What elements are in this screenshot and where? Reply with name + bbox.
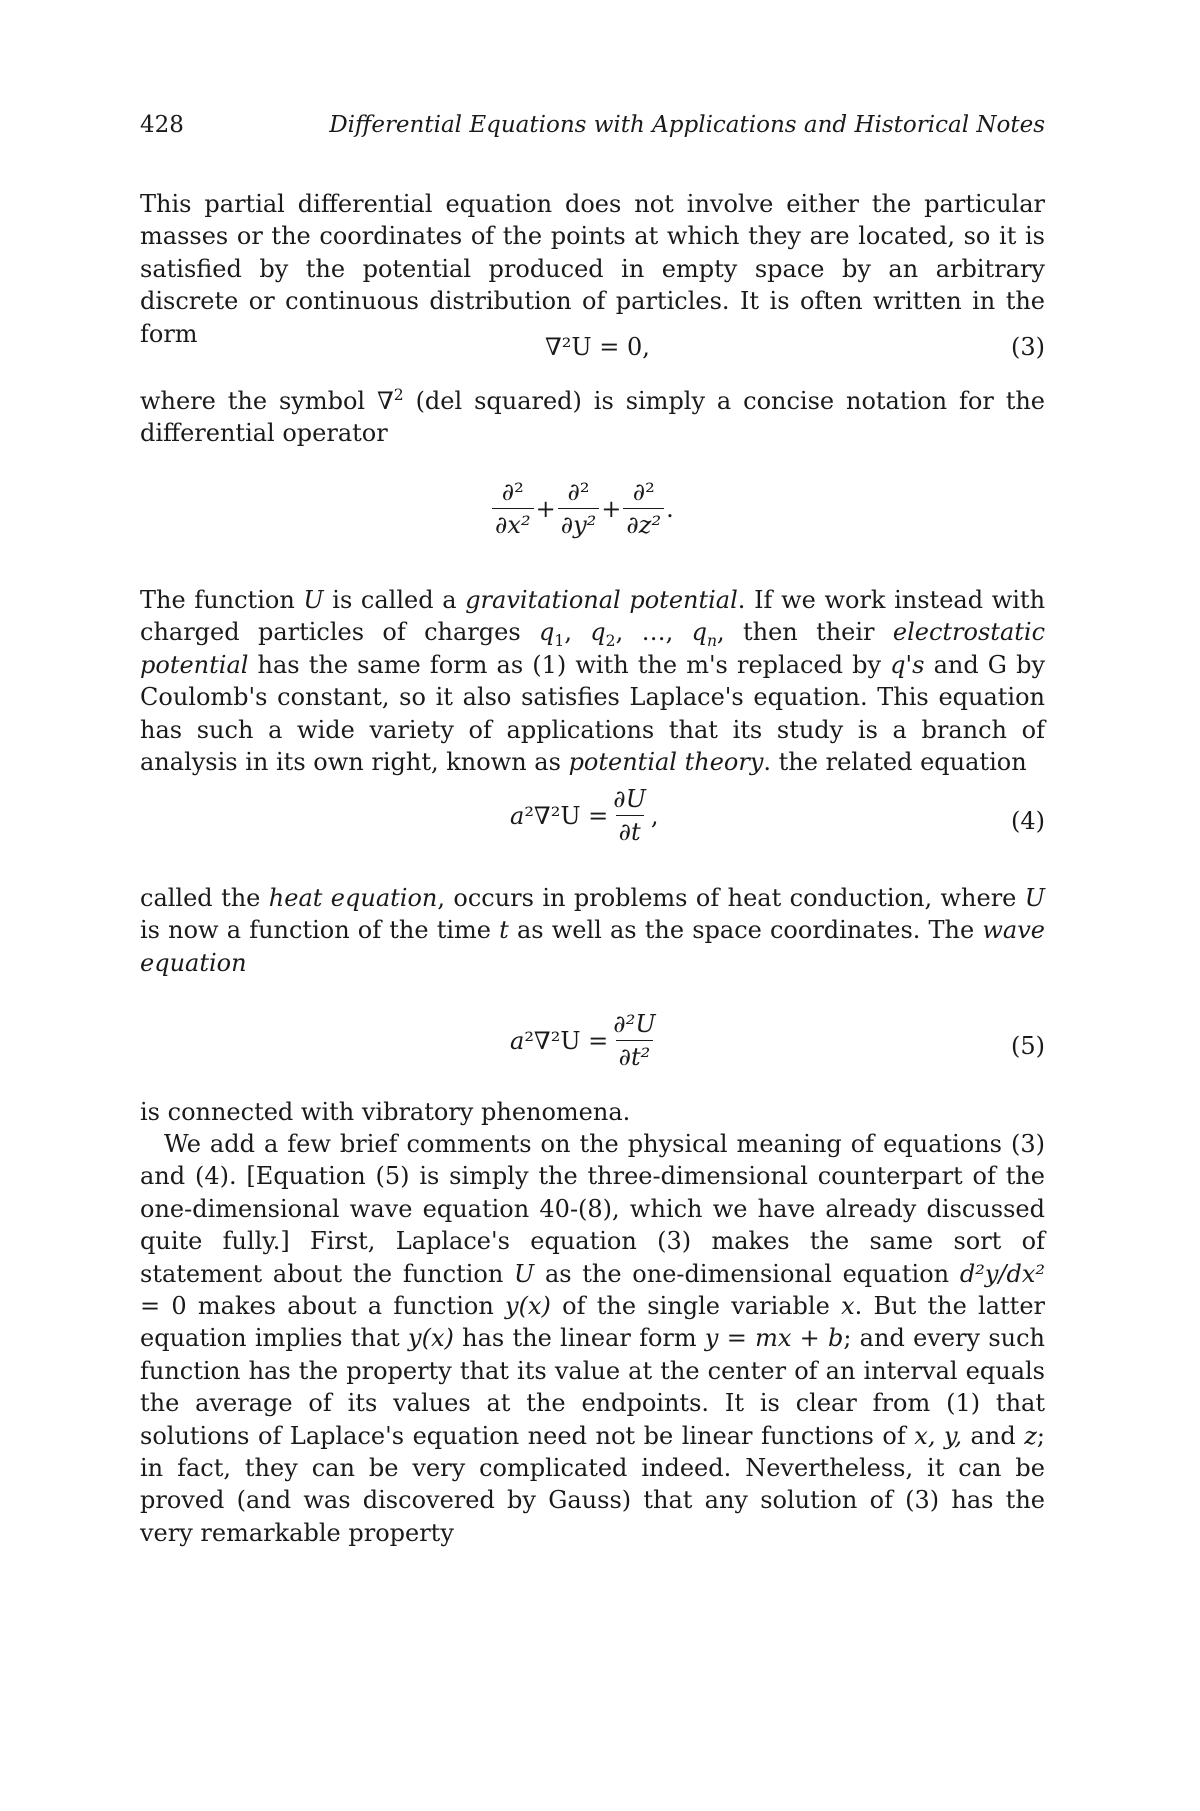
page <box>140 0 1045 1811</box>
term-gravitational-potential: gravitational potential <box>465 586 738 614</box>
equation-4-lhs: ²∇²U = <box>524 801 609 830</box>
equation-5-coefficient: a <box>510 1026 525 1055</box>
operator-numerator-x: ∂² <box>501 478 524 506</box>
running-header <box>140 112 1045 146</box>
paragraph-2 <box>140 385 1045 450</box>
page-number: 428 <box>140 112 184 138</box>
operator-denominator-y: ∂y² <box>558 508 600 539</box>
paragraph-1: This partial differential equation does not involve either the particular masses or the coordinates of the points at which they are located, so it is satisfied by the potential produced in empty space by an arbitrary discrete or continuous distribution of particles. It is often written in the form <box>140 190 1045 348</box>
operator-denominator-x: ∂x² <box>492 508 534 539</box>
equation-4-denominator: ∂t <box>616 815 644 846</box>
paragraph-2-text-a: where the symbol ∇ <box>140 387 394 415</box>
del-superscript: 2 <box>393 386 404 404</box>
equation-4-numerator: ∂U <box>613 785 646 813</box>
equation-3 <box>140 333 1045 367</box>
equation-4-coefficient: a <box>510 801 525 830</box>
equation-5-denominator: ∂t² <box>616 1040 654 1071</box>
operator-term-z <box>623 478 664 539</box>
equation-4-label: (4) <box>1011 807 1045 835</box>
equation-4 <box>140 785 1045 865</box>
equation-4-comma: , <box>650 801 659 830</box>
operator-period: . <box>666 494 674 523</box>
operator-denominator-z: ∂z² <box>623 508 664 539</box>
equation-5-numerator: ∂²U <box>613 1010 656 1038</box>
equation-5-fraction <box>610 1010 658 1071</box>
operator-numerator-y: ∂² <box>567 478 590 506</box>
equation-5-lhs: ²∇²U = <box>524 1026 609 1055</box>
paragraph-3: The function U is called a gravitational potential. If we work instead with charged particles of charges $q_1$, $q_2$, …, $q_n$, then their electrostatic potential has the same form as (1) with the m's replaced by q's and G by Coulomb's constant, so it also satisfies Laplace's equation. This equation has such a wide variety of applications that its study is a branch of analysis in its own right, known as potential theory. the related equation <box>140 586 1046 777</box>
term-wave-equation: wave equation <box>140 916 1045 977</box>
term-potential-theory: potential theory <box>568 748 764 777</box>
paragraph-5: is connected with vibratory phenomena. <box>140 1098 631 1126</box>
equation-3-body: ∇²U = 0, <box>545 333 650 361</box>
operator-term-x <box>492 478 534 539</box>
paragraph-2-text-b: (del squared) is simply a concise notation for the differential operator <box>140 387 1045 448</box>
equation-4-fraction <box>610 785 649 846</box>
operator-term-y <box>558 478 600 539</box>
laplacian-operator <box>140 478 1045 558</box>
plus-sign-1: + <box>535 494 556 523</box>
plus-sign-2: + <box>601 494 622 523</box>
equation-5-label: (5) <box>1011 1032 1045 1060</box>
term-heat-equation: heat equation <box>268 884 438 912</box>
equation-3-label: (3) <box>1011 333 1045 361</box>
running-title: Differential Equations with Applications and Historical Notes <box>329 112 1045 138</box>
equation-5 <box>140 1010 1045 1090</box>
paragraph-4: called the heat equation, occurs in problems of heat conduction, where U is now a function of the time t as well as the space coordinates. The wave equation <box>140 884 1046 977</box>
operator-numerator-z: ∂² <box>632 478 655 506</box>
paragraph-6: We add a few brief comments on the physical meaning of equations (3) and (4). [Equation (5) is simply the three-dimensional counterpart of the one-dimensional wave equation 40-(8), which we have already discussed quite fully.] First, Laplace's equation (3) makes the same sort of statement about the function U as the one-dimensional equation d²y/dx² = 0 makes about a function y(x) of the single variable x. But the latter equation implies that y(x) has the linear form y = mx + b; and every such function has the property that its value at the center of an interval equals the average of its values at the endpoints. It is clear from (1) that solutions of Laplace's equation need not be linear functions of x, y, and z; in fact, they can be very complicated indeed. Nevertheless, it can be proved (and was discovered by Gauss) that any solution of (3) has the very remarkable property <box>140 1130 1045 1547</box>
term-electrostatic-potential: electrostatic potential <box>140 618 1046 679</box>
